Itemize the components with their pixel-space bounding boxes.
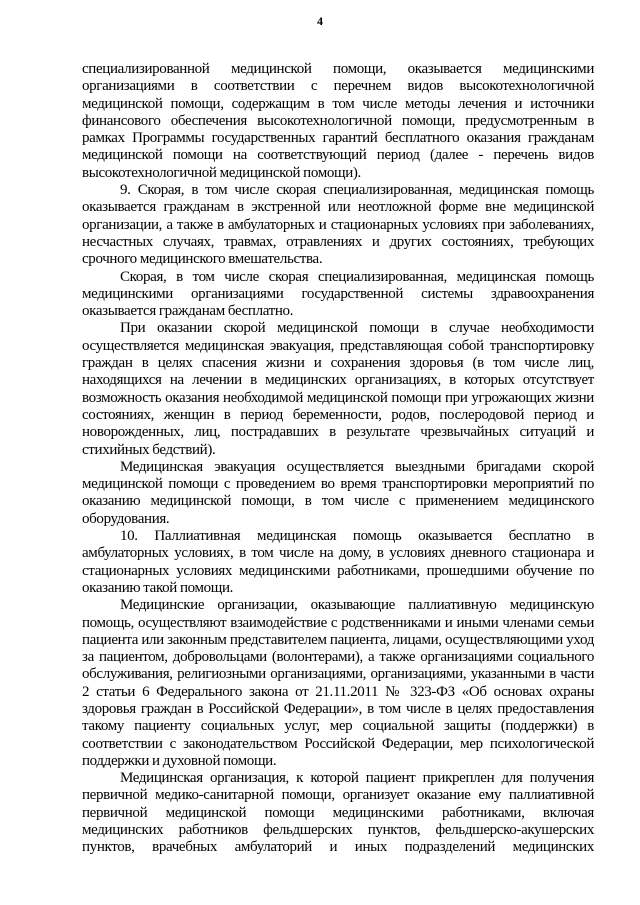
paragraph-emergency-care-item-9: 9. Скорая, в том числе скорая специализированная, медицинская помощь оказывается гражданам в экстренной или неотложной форме вне медицинской организации, а также в амбулаторных и стационарных условиях при заболеваниях, несчастных случаях, травмах, отравлениях и других состояниях, требующих срочного медицинского вмешательства. (82, 182, 594, 268)
paragraph-emergency-care-free: Скорая, в том числе скорая специализированная, медицинская помощь медицинскими организациями государственной системы здравоохранения оказывается гражданам бесплатно. (82, 268, 594, 320)
paragraph-palliative-care-item-10: 10. Паллиативная медицинская помощь оказывается бесплатно в амбулаторных условиях, в том числе на дому, в условиях дневного стационара и стационарных условиях медицинскими работниками, прошедшими обучение по оказанию такой помощи. (82, 528, 594, 596)
document-body (82, 61, 594, 857)
page-number: 4 (317, 14, 323, 28)
paragraph-primary-care-organization: Медицинская организация, к которой пациент прикреплен для получения первичной медико-санитарной помощи, организует оказание ему паллиативной первичной медицинской помощи медицинскими работниками, включая медицинских работников фельдшерских пунктов, фельдшерско-акушерских пунктов, врачебных амбулаторий и иных подразделений медицинских (82, 770, 594, 856)
paragraph-palliative-interaction: Медицинские организации, оказывающие паллиативную медицинскую помощь, осуществляют взаимодействие с родственниками и иными членами семьи пациента или законным представителем пациента, лицами, осуществляющими уход за пациентом, добровольцами (волонтерами), а также организациями социального обслуживания, религиозными организациями, организациями, указанными в части 2 статьи 6 Федерального закона от 21.11.2011 № 323-ФЗ «Об основах охраны здоровья граждан в Российской Федерации», в том числе в целях предоставления такому пациенту социальных услуг, мер социальной защиты (поддержки) в соответствии с законодательством Российской Федерации, мер психологической поддержки и духовной помощи. (82, 597, 594, 769)
paragraph-high-tech-care-continuation: специализированной медицинской помощи, оказывается медицинскими организациями в соответствии с перечнем видов высокотехнологичной медицинской помощи, содержащим в том числе методы лечения и источники финансового обеспечения высокотехнологичной помощи, предусмотренным в рамках Программы государственных гарантий бесплатного оказания гражданам медицинской помощи на соответствующий период (далее - перечень видов высокотехнологичной медицинской помощи). (82, 61, 594, 181)
paragraph-evacuation-teams: Медицинская эвакуация осуществляется выездными бригадами скорой медицинской помощи с проведением во время транспортировки мероприятий по оказанию медицинской помощи, в том числе с применением медицинского оборудования. (82, 458, 594, 527)
paragraph-medical-evacuation: При оказании скорой медицинской помощи в случае необходимости осуществляется медицинская эвакуация, представляющая собой транспортировку граждан в целях спасения жизни и сохранения здоровья (в том числе лиц, находящихся на лечении в медицинских организациях, в которых отсутствует возможность оказания необходимой медицинской помощи при угрожающих жизни состояниях, женщин в период беременности, родов, послеродовой период и новорожденных, лиц, пострадавших в результате чрезвычайных ситуаций и стихийных бедствий). (82, 320, 594, 458)
